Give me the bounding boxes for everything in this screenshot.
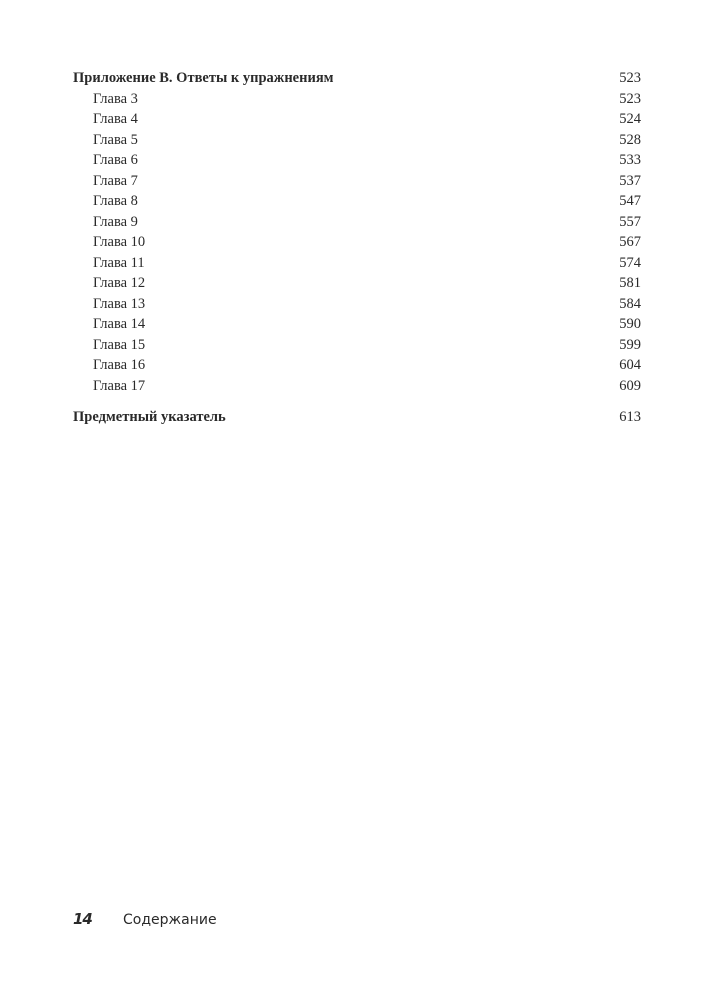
toc-entry-page: 528	[619, 131, 641, 148]
toc-spacer	[73, 396, 641, 407]
toc-entry-title: Глава 5	[93, 131, 138, 148]
toc-entry-chapter-14	[73, 314, 641, 335]
toc-entry-page: 599	[619, 336, 641, 353]
toc-entry-title: Глава 16	[93, 357, 146, 373]
toc-entry-chapter-16	[73, 355, 641, 376]
page-number: 14	[73, 910, 92, 928]
toc-entry-page: 523	[619, 70, 641, 86]
toc-entry-title: Глава 7	[93, 172, 138, 189]
toc-entry-chapter-13	[73, 294, 641, 315]
toc-entry-page: 567	[619, 234, 641, 250]
toc-entry-page: 581	[619, 275, 641, 291]
toc-entry-title: Глава 6	[93, 152, 138, 168]
table-of-contents	[73, 68, 641, 428]
toc-entry-chapter-15	[73, 335, 641, 356]
toc-entry-subject-index	[73, 407, 641, 428]
toc-entry-page: 557	[619, 213, 641, 230]
toc-entry-chapter-3	[73, 89, 641, 110]
toc-entry-page: 574	[619, 254, 641, 271]
toc-entry-appendix-v	[73, 68, 641, 89]
toc-entry-title: Глава 8	[93, 193, 138, 209]
toc-entry-page: 604	[619, 357, 641, 373]
toc-entry-title: Глава 15	[93, 336, 146, 353]
toc-entry-title: Глава 17	[93, 377, 146, 394]
toc-entry-chapter-4	[73, 109, 641, 130]
toc-entry-title: Глава 3	[93, 90, 138, 107]
toc-entry-page: 547	[619, 193, 641, 209]
page-footer	[73, 910, 217, 928]
toc-entry-chapter-5	[73, 130, 641, 151]
toc-entry-page: 609	[619, 377, 641, 394]
toc-entry-title: Глава 12	[93, 275, 146, 291]
toc-entry-chapter-7	[73, 171, 641, 192]
toc-entry-chapter-12	[73, 273, 641, 294]
toc-entry-chapter-11	[73, 253, 641, 274]
toc-entry-title: Глава 14	[93, 316, 146, 332]
toc-entry-title: Предметный указатель	[73, 409, 226, 425]
toc-entry-page: 590	[619, 316, 641, 332]
toc-entry-page: 533	[619, 152, 641, 168]
toc-entry-title: Глава 10	[93, 234, 146, 250]
toc-entry-page: 584	[619, 295, 641, 312]
toc-entry-title: Глава 11	[93, 254, 145, 271]
toc-entry-title: Глава 4	[93, 111, 138, 127]
toc-entry-page: 523	[619, 90, 641, 107]
toc-entry-chapter-10	[73, 232, 641, 253]
toc-entry-page: 524	[619, 111, 641, 127]
toc-entry-title: Глава 13	[93, 295, 146, 312]
toc-entry-title: Приложение В. Ответы к упражнениям	[73, 70, 334, 86]
toc-entry-page: 537	[619, 172, 641, 189]
toc-entry-chapter-8	[73, 191, 641, 212]
toc-entry-chapter-9	[73, 212, 641, 233]
toc-entry-title: Глава 9	[93, 213, 138, 230]
toc-entry-chapter-17	[73, 376, 641, 397]
toc-entry-page: 613	[619, 409, 641, 425]
toc-entry-chapter-6	[73, 150, 641, 171]
running-section-title: Содержание	[123, 912, 217, 928]
